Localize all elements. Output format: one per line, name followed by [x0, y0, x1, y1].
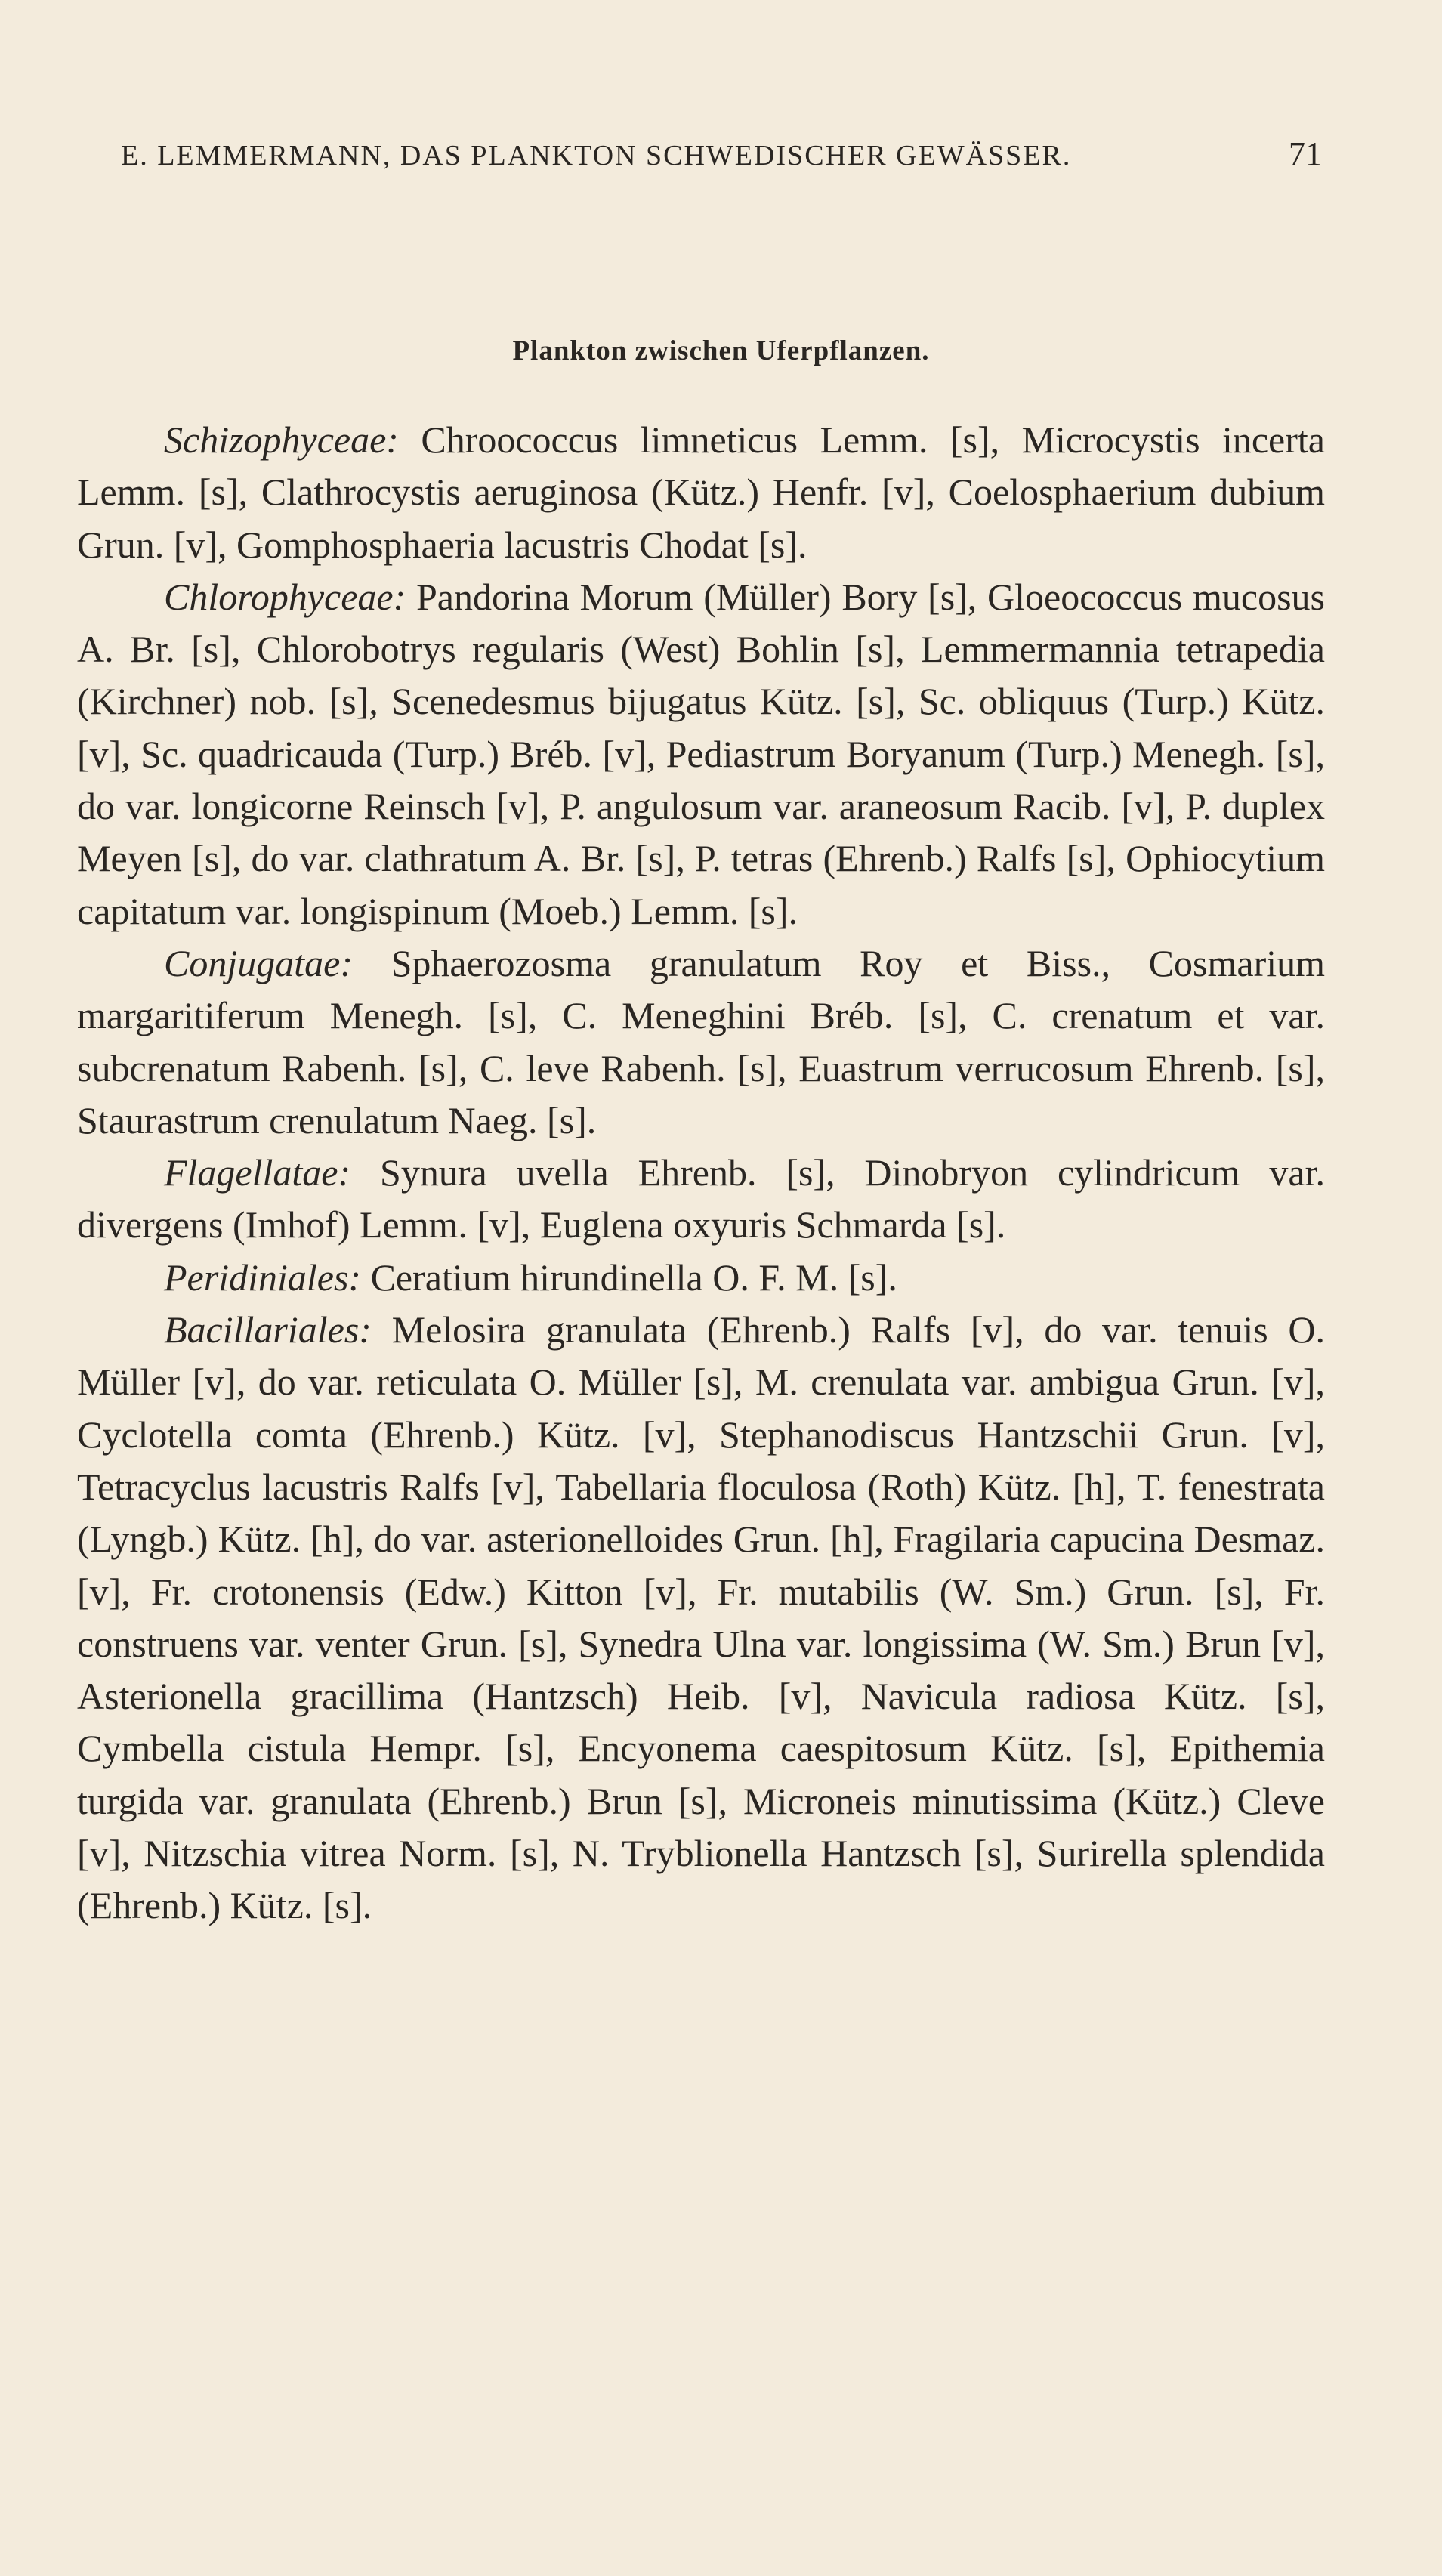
paragraph-lead: Schizophyceae: — [164, 419, 399, 461]
paragraph-peridiniales — [77, 1252, 1325, 1304]
paragraph-text: Chroococcus limneticus Lemm. [s], Microcystis incerta Lemm. [s], Clathrocystis aeruginosa (Kütz.) Henfr. [v], Coelosphaerium dubium Grun. [v], Gomphosphaeria lacustris Chodat [s]. — [77, 419, 1325, 566]
paragraph-lead: Peridiniales: — [164, 1256, 362, 1299]
page-number: 71 — [1289, 135, 1322, 172]
section-title: Plankton zwischen Uferpflanzen. — [512, 335, 930, 366]
paragraph-text: Sphaerozosma granulatum Roy et Biss., Cosmarium margaritiferum Menegh. [s], C. Meneghini Bréb. [s], C. crenatum et var. subcrenatum Rabenh. [s], C. leve Rabenh. [s], Euastrum verrucosum Ehrenb. [s], Staurastrum crenulatum Naeg. [s]. — [77, 941, 1325, 1141]
paragraph-lead: Conjugatae: — [164, 941, 353, 984]
paragraph-lead: Bacillariales: — [164, 1308, 372, 1351]
running-title: E. LEMMERMANN, DAS PLANKTON SCHWEDISCHER GEWÄSSER. — [121, 140, 1072, 171]
paragraph-text: Synura uvella Ehrenb. [s], Dinobryon cylindricum var. divergens (Imhof) Lemm. [v], Euglena oxyuris Schmarda [s]. — [77, 1151, 1325, 1246]
paragraph-text: Melosira granulata (Ehrenb.) Ralfs [v], do var. tenuis O. Müller [v], do var. reticulata O. Müller [s], M. crenulata var. ambigua Grun. [v], Cyclotella comta (Ehrenb.) Kütz. [v], Stephanodiscus Hantzschii Grun. [v], Tetracyclus lacustris Ralfs [v], Tabellaria floculosa (Roth) Kütz. [h], T. fenestrata (Lyngb.) Kütz. [h], do var. asterionelloides Grun. [h], Fragilaria capucina Desmaz. [v], Fr. crotonensis (Edw.) Kitton [v], Fr. mutabilis (W. Sm.) Grun. [s], Fr. construens var. venter Grun. [s], Synedra Ulna var. longissima (W. Sm.) Brun [v], Asterionella gracillima (Hantzsch) Heib. [v], Navicula radiosa Kütz. [s], Cymbella cistula Hempr. [s], Encyonema caespitosum Kütz. [s], Epithemia turgida var. granulata (Ehrenb.) Brun [s], Microneis minutissima (Kütz.) Cleve [v], Nitzschia vitrea Norm. [s], N. Tryblionella Hantzsch [s], Surirella splendida (Ehrenb.) Kütz. [s]. — [77, 1308, 1325, 1927]
paragraph-chlorophyceae — [77, 571, 1325, 937]
paragraph-text: Ceratium hirundinella O. F. M. [s]. — [361, 1256, 897, 1299]
paragraph-bacillariales — [77, 1304, 1325, 1932]
body-text — [77, 414, 1325, 1932]
paragraph-conjugatae — [77, 937, 1325, 1147]
paragraph-text: Pandorina Morum (Müller) Bory [s], Gloeococcus mucosus A. Br. [s], Chlorobotrys regularis (West) Bohlin [s], Lemmermannia tetrapedia (Kirchner) nob. [s], Scenedesmus bijugatus Kütz. [s], Sc. obliquus (Turp.) Kütz. [v], Sc. quadricauda (Turp.) Bréb. [v], Pediastrum Boryanum (Turp.) Menegh. [s], do var. longicorne Reinsch [v], P. angulosum var. araneosum Racib. [v], P. duplex Meyen [s], do var. clathratum A. Br. [s], P. tetras (Ehrenb.) Ralfs [s], Ophiocytium capitatum var. longispinum (Moeb.) Lemm. [s]. — [77, 575, 1325, 932]
paragraph-flagellatae — [77, 1147, 1325, 1252]
paragraph-lead: Flagellatae: — [164, 1151, 351, 1194]
paragraph-lead: Chlorophyceae: — [164, 575, 406, 618]
paragraph-schizophyceae — [77, 414, 1325, 571]
running-head — [121, 134, 1322, 180]
